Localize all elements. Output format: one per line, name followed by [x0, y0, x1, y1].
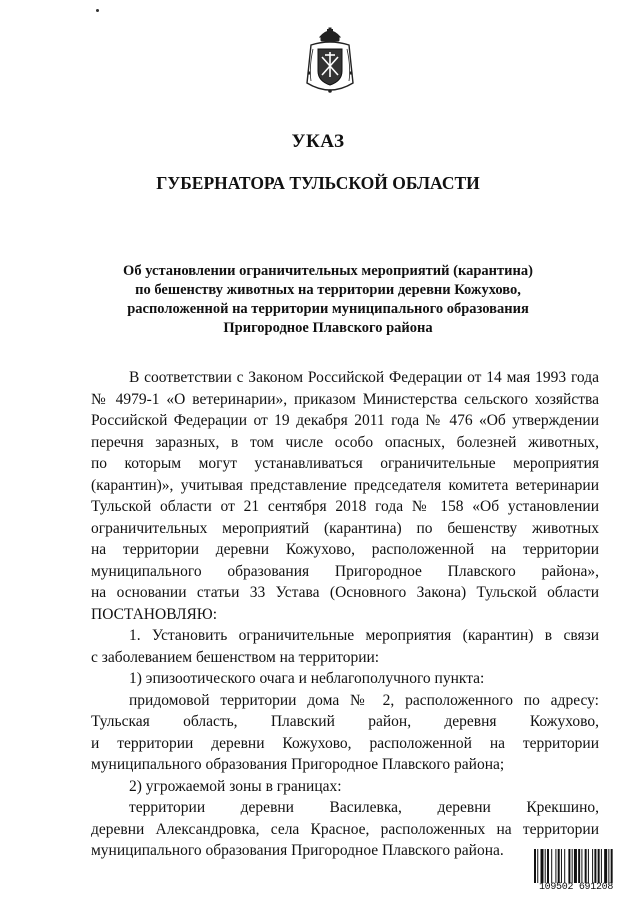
body-line: муниципального образования Пригородное Плавского района. [91, 842, 504, 859]
scan-speck [96, 9, 99, 12]
body-line: 2) угрожаемой зоны в границах: [129, 777, 342, 795]
body-line: деревни Александровка, села Красное, расположенных на территории [91, 820, 599, 838]
barcode-bars [534, 849, 618, 883]
body-line: на основании статьи 33 Устава (Основного Закона) Тульской области [91, 584, 599, 601]
body-line: Тульской области от 21 сентября 2018 года № 158 «Об установлении [91, 498, 599, 515]
body-line: муниципального образования Пригородное Плавского района», [91, 562, 599, 580]
document-subtitle: ГУБЕРНАТОРА ТУЛЬСКОЙ ОБЛАСТИ [156, 173, 480, 193]
heading-line: расположенной на территории муниципального образования [127, 301, 529, 317]
body-line: придомовой территории дома № 2, расположенного по адресу: [129, 691, 599, 709]
heading-line: по бешенству животных на территории деревни Кожухово, [135, 282, 521, 298]
decree-body [91, 367, 599, 862]
body-line: 1. Установить ограничительные мероприятия (карантин) в связи [129, 627, 599, 644]
body-line: Тульская область, Плавский район, деревня Кожухово, [91, 713, 599, 730]
coat-of-arms-icon [303, 27, 357, 99]
document-title: УКАЗ [291, 131, 345, 152]
body-line: и территории деревни Кожухово, расположенной на территории [91, 734, 599, 752]
body-line: В соответствии с Законом Российской Федерации от 14 мая 1993 года [129, 369, 599, 386]
body-line: по которым могут устанавливаться ограничительные мероприятия [91, 455, 599, 472]
body-line: на территории деревни Кожухово, расположенной на территории [91, 541, 599, 558]
body-line: ограничительных мероприятий (карантина) по бешенству животных [91, 519, 599, 537]
body-line: муниципального образования Пригородное Плавского района; [91, 756, 505, 773]
heading-line: Пригородное Плавского района [223, 320, 433, 336]
body-line: с заболеванием бешенством на территории: [91, 648, 380, 666]
body-line: (карантин)», учитывая представление председателя комитета ветеринарии [91, 476, 599, 494]
decree-heading [60, 262, 596, 338]
body-line: Российской Федерации от 19 декабря 2011 года № 476 «Об утверждении [91, 412, 599, 429]
body-line: ПОСТАНОВЛЯЮ: [91, 605, 218, 623]
barcode-number: 109502 691208 [538, 882, 614, 893]
body-line: 1) эпизоотического очага и неблагополучного пункта: [129, 670, 485, 687]
body-line: № 4979-1 «О ветеринарии», приказом Министерства сельского хозяйства [91, 390, 599, 408]
barcode [530, 849, 622, 897]
body-line: перечня заразных, в том числе особо опасных, болезней животных, [91, 433, 599, 451]
heading-line: Об установлении ограничительных мероприятий (карантина) [123, 263, 533, 279]
body-line: территории деревни Василевка, деревни Крекшино, [129, 799, 599, 816]
